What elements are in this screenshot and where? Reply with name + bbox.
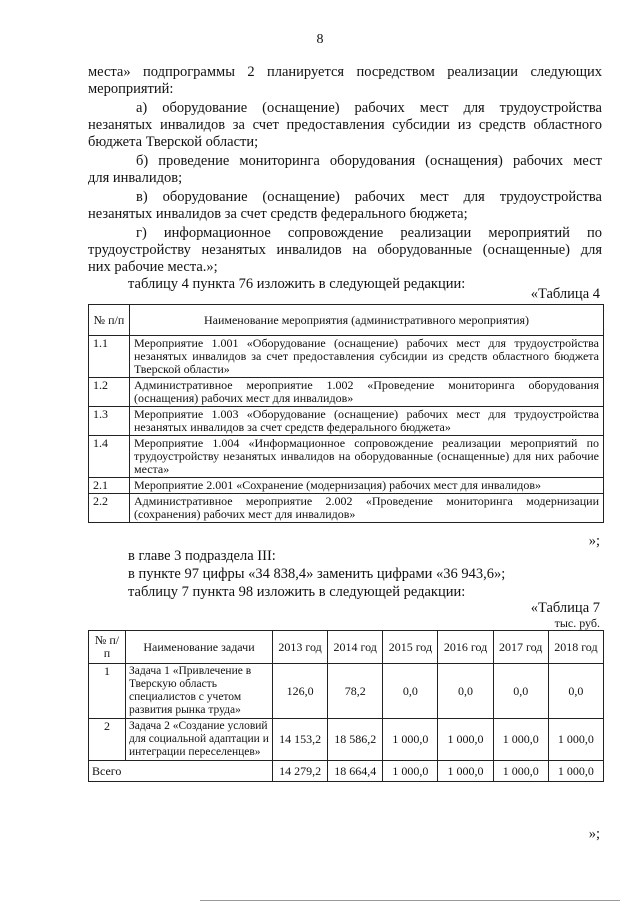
page-bottom-divider xyxy=(200,900,620,901)
mid-line-2: в пункте 97 цифры «34 838,4» заменить цифрами «36 943,6»; xyxy=(128,566,506,582)
table7-row-no: 2 xyxy=(89,719,126,761)
table4-row-text: Мероприятие 1.001 «Оборудование (оснащение) рабочих мест для трудоустройства незанятых инвалидов за счет предоставления субсидии из средств областного бюджета Тверской области» xyxy=(130,336,604,378)
page-number: 8 xyxy=(316,32,324,47)
table7-header-year: 2014 год xyxy=(328,631,383,664)
table7-header-row xyxy=(89,631,604,664)
table-row xyxy=(89,407,604,436)
table7-units: тыс. руб. xyxy=(554,616,600,630)
item-v-line-1: в) оборудование (оснащение) рабочих мест для трудоустройства xyxy=(136,189,602,205)
table7-header-task: Наименование задачи xyxy=(126,631,273,664)
intro-line-1: места» подпрограммы 2 планируется посредством реализации следующих xyxy=(88,64,602,80)
table-row xyxy=(89,436,604,478)
table7-cell: 78,2 xyxy=(328,664,383,719)
table4-row-no: 1.3 xyxy=(89,407,130,436)
intro-line-2: мероприятий: xyxy=(88,81,174,97)
table7-header-no: № п/п xyxy=(89,631,126,664)
table7-total-cell: 14 279,2 xyxy=(273,761,328,782)
table7-total-row xyxy=(89,761,604,782)
table-4 xyxy=(88,304,604,523)
table7-caption: «Таблица 7 xyxy=(530,600,600,616)
table4-intro: таблицу 4 пункта 76 изложить в следующей редакции: xyxy=(128,276,466,292)
table7-close: »; xyxy=(588,826,600,842)
table7-total-cell: 1 000,0 xyxy=(438,761,493,782)
table4-close: »; xyxy=(588,533,600,549)
table7-cell: 0,0 xyxy=(548,664,603,719)
table4-row-text: Мероприятие 1.003 «Оборудование (оснащение) рабочих мест для трудоустройства незанятых инвалидов за счет средств федерального бюджета» xyxy=(130,407,604,436)
table4-row-no: 1.1 xyxy=(89,336,130,378)
table4-header-row xyxy=(89,305,604,336)
table7-header-year: 2013 год xyxy=(273,631,328,664)
table-row xyxy=(89,719,604,761)
table4-row-text: Мероприятие 1.004 «Информационное сопровождение реализации мероприятий по трудоустройству незанятых инвалидов на оборудованные (оснащенные) для них рабочие места» xyxy=(130,436,604,478)
item-g-line-2: трудоустройству незанятых инвалидов на оборудованные (оснащенные) для xyxy=(88,242,602,258)
table7-row-task: Задача 2 «Создание условий для социальной адаптации и интеграции переселенцев» xyxy=(126,719,273,761)
table7-row-task: Задача 1 «Привлечение в Тверскую область специалистов с учетом развития рынка труда» xyxy=(126,664,273,719)
table7-cell: 1 000,0 xyxy=(548,719,603,761)
table7-cell: 18 586,2 xyxy=(328,719,383,761)
table4-row-no: 1.4 xyxy=(89,436,130,478)
item-a-line-1: а) оборудование (оснащение) рабочих мест для трудоустройства xyxy=(136,100,602,116)
table4-header-no: № п/п xyxy=(89,305,130,336)
item-b-line-1: б) проведение мониторинга оборудования (оснащения) рабочих мест xyxy=(136,153,602,169)
table-row xyxy=(89,478,604,494)
mid-line-3: таблицу 7 пункта 98 изложить в следующей редакции: xyxy=(128,584,466,600)
table4-row-no: 1.2 xyxy=(89,378,130,407)
table7-cell: 1 000,0 xyxy=(438,719,493,761)
table-7 xyxy=(88,630,604,782)
table4-row-no: 2.1 xyxy=(89,478,130,494)
table7-cell: 126,0 xyxy=(273,664,328,719)
table7-cell: 0,0 xyxy=(383,664,438,719)
table-row xyxy=(89,664,604,719)
table-row xyxy=(89,494,604,523)
table7-cell: 1 000,0 xyxy=(383,719,438,761)
item-a-line-2: незанятых инвалидов за счет предоставления субсидии из средств областного xyxy=(88,117,602,133)
table-row xyxy=(89,336,604,378)
table7-row-no: 1 xyxy=(89,664,126,719)
table7-total-cell: 1 000,0 xyxy=(493,761,548,782)
table7-total-cell: 1 000,0 xyxy=(383,761,438,782)
table4-row-text: Административное мероприятие 1.002 «Проведение мониторинга оборудования (оснащения) рабочих мест для инвалидов» xyxy=(130,378,604,407)
table7-header-year: 2016 год xyxy=(438,631,493,664)
table-row xyxy=(89,378,604,407)
table4-header-name: Наименование мероприятия (административного мероприятия) xyxy=(130,305,604,336)
table7-cell: 14 153,2 xyxy=(273,719,328,761)
table7-header-year: 2017 год xyxy=(493,631,548,664)
item-g-line-3: них рабочие места.»; xyxy=(88,259,218,275)
table7-total-label: Всего xyxy=(89,761,273,782)
item-g-line-1: г) информационное сопровождение реализации мероприятий по xyxy=(136,225,602,241)
mid-line-1: в главе 3 подраздела III: xyxy=(128,548,276,564)
item-v-line-2: незанятых инвалидов за счет средств федерального бюджета; xyxy=(88,206,468,222)
item-b-line-2: для инвалидов; xyxy=(88,170,183,186)
table7-total-cell: 18 664,4 xyxy=(328,761,383,782)
table7-total-cell: 1 000,0 xyxy=(548,761,603,782)
item-a-line-3: бюджета Тверской области; xyxy=(88,134,259,150)
table7-cell: 0,0 xyxy=(438,664,493,719)
table4-caption: «Таблица 4 xyxy=(530,286,600,302)
table7-header-year: 2015 год xyxy=(383,631,438,664)
table4-row-text: Мероприятие 2.001 «Сохранение (модернизация) рабочих мест для инвалидов» xyxy=(130,478,604,494)
table7-header-year: 2018 год xyxy=(548,631,603,664)
table4-row-text: Административное мероприятие 2.002 «Проведение мониторинга модернизации (сохранения) рабочих мест для инвалидов» xyxy=(130,494,604,523)
table4-row-no: 2.2 xyxy=(89,494,130,523)
table7-cell: 1 000,0 xyxy=(493,719,548,761)
table7-cell: 0,0 xyxy=(493,664,548,719)
